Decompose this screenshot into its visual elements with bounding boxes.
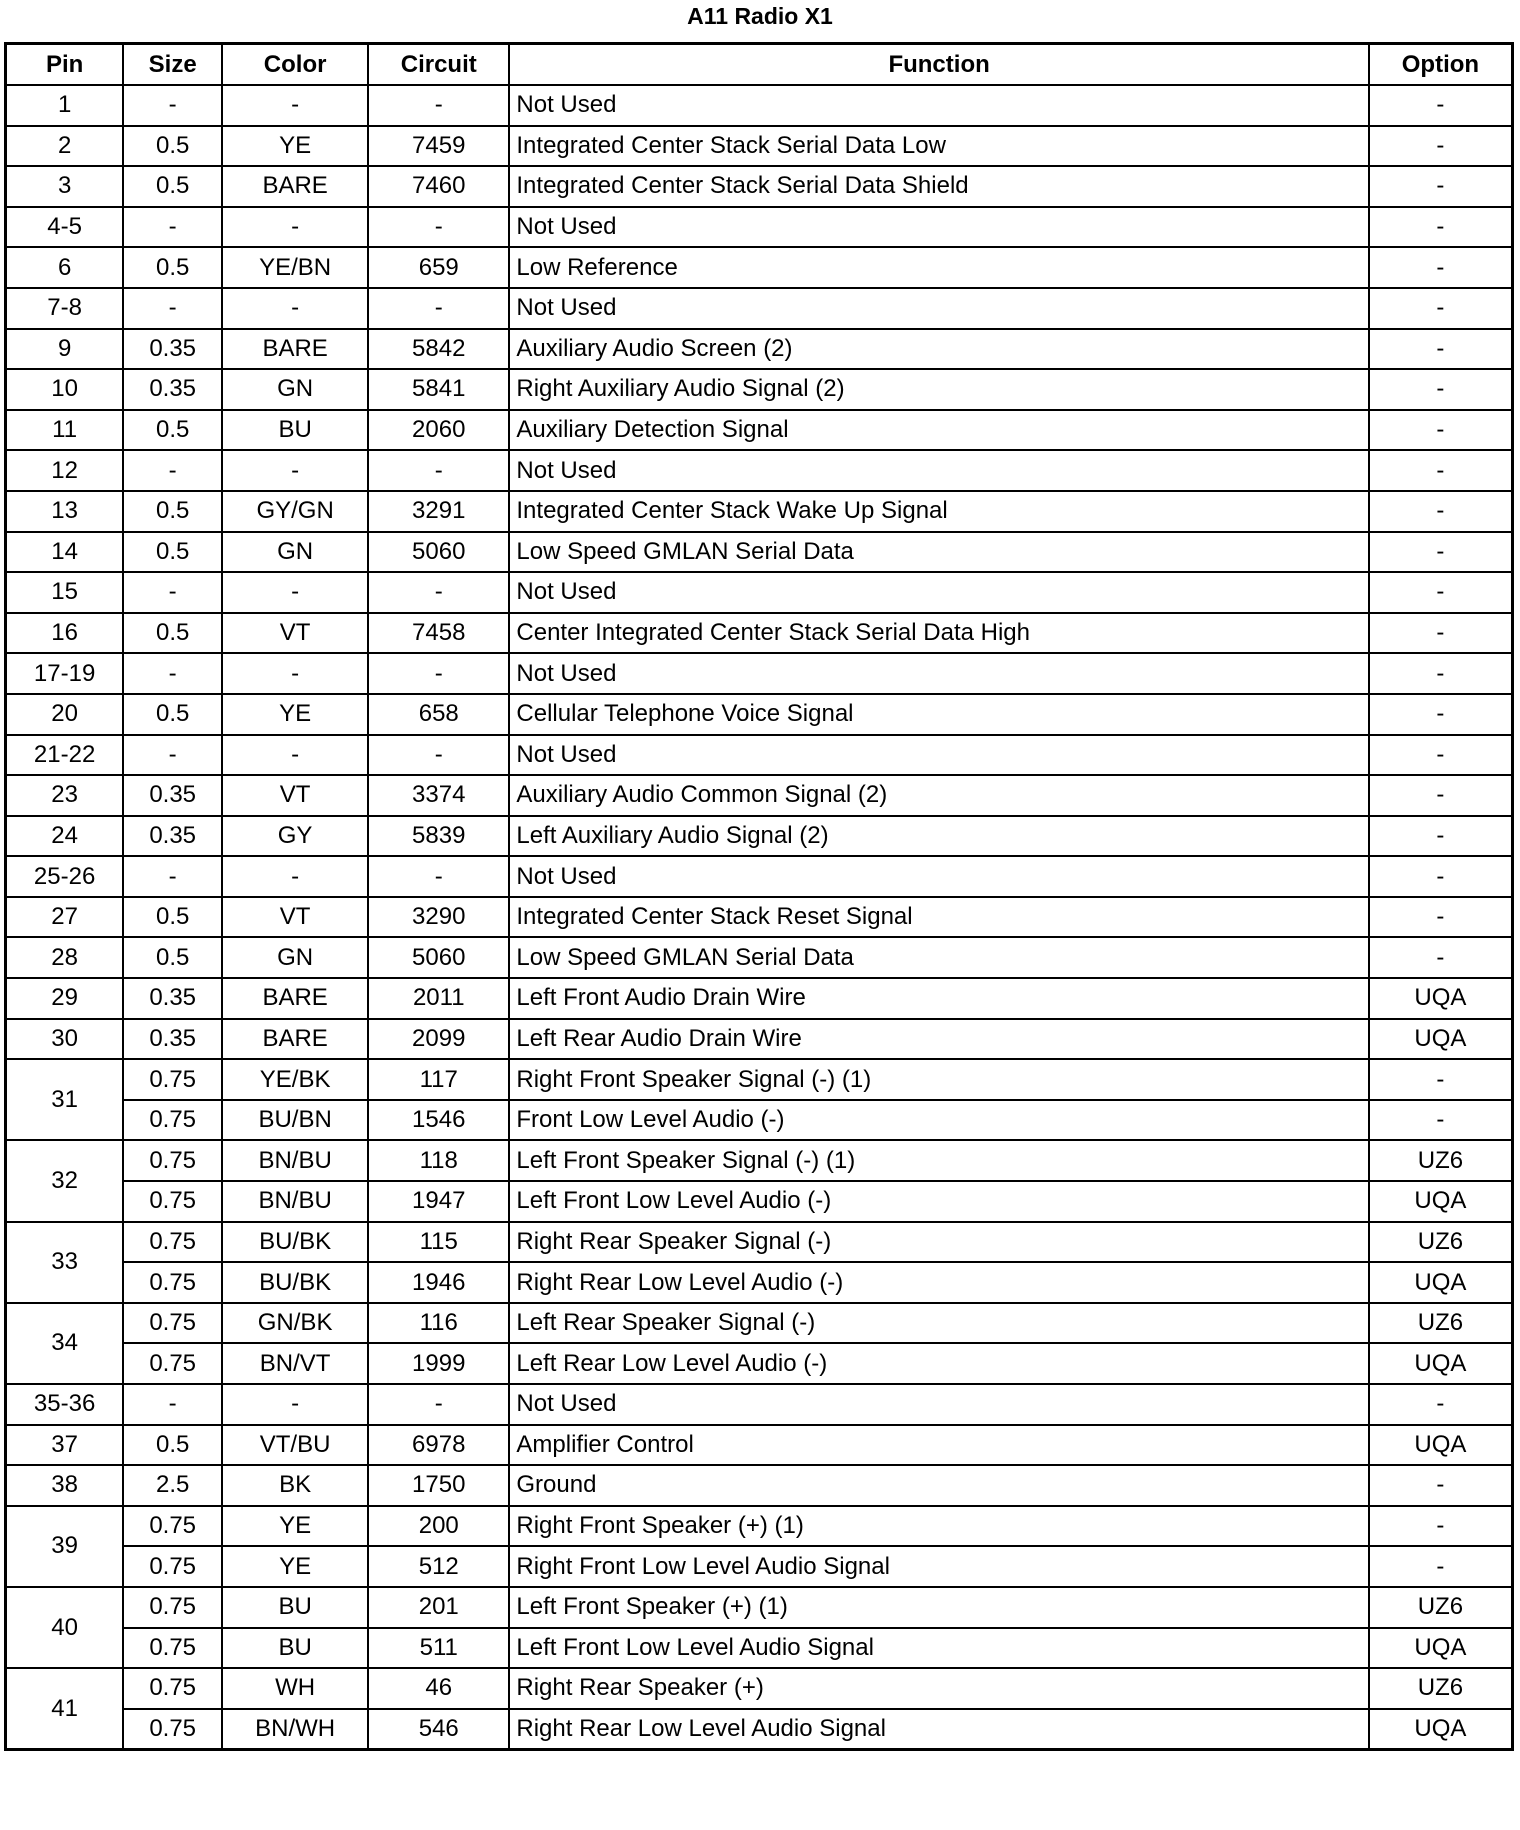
table-row (6, 978, 1513, 1019)
header-function: Function (509, 44, 1368, 86)
cell-circuit: 512 (368, 1546, 509, 1587)
cell-option: - (1369, 126, 1513, 167)
table-row (6, 85, 1513, 126)
cell-pin: 21-22 (6, 735, 124, 776)
cell-size: 0.5 (123, 1425, 222, 1466)
cell-size: 0.75 (123, 1100, 222, 1141)
header-row (6, 44, 1513, 86)
cell-pin: 15 (6, 572, 124, 613)
cell-size: 0.5 (123, 126, 222, 167)
table-row (6, 410, 1513, 451)
cell-color: VT/BU (222, 1425, 368, 1466)
table-row (6, 1019, 1513, 1060)
cell-circuit: 117 (368, 1059, 509, 1100)
cell-size: - (123, 85, 222, 126)
cell-function: Not Used (509, 207, 1368, 248)
cell-function: Right Rear Speaker (+) (509, 1668, 1368, 1709)
cell-circuit: 546 (368, 1709, 509, 1750)
cell-color: GN (222, 937, 368, 978)
table-row (6, 1465, 1513, 1506)
cell-function: Left Front Speaker Signal (-) (1) (509, 1140, 1368, 1181)
cell-circuit: 511 (368, 1628, 509, 1669)
table-row (6, 532, 1513, 573)
cell-circuit: 1546 (368, 1100, 509, 1141)
cell-pin: 41 (6, 1668, 124, 1750)
cell-color: YE/BK (222, 1059, 368, 1100)
cell-color: BARE (222, 166, 368, 207)
cell-circuit: 1947 (368, 1181, 509, 1222)
cell-function: Not Used (509, 856, 1368, 897)
cell-color: BK (222, 1465, 368, 1506)
cell-function: Front Low Level Audio (-) (509, 1100, 1368, 1141)
cell-color: VT (222, 775, 368, 816)
cell-function: Integrated Center Stack Serial Data Low (509, 126, 1368, 167)
table-row (6, 937, 1513, 978)
table-row (6, 613, 1513, 654)
cell-circuit: 3291 (368, 491, 509, 532)
cell-function: Right Front Low Level Audio Signal (509, 1546, 1368, 1587)
cell-option: - (1369, 735, 1513, 776)
table-row (6, 329, 1513, 370)
cell-size: - (123, 207, 222, 248)
header-size: Size (123, 44, 222, 86)
cell-pin: 23 (6, 775, 124, 816)
cell-function: Not Used (509, 653, 1368, 694)
cell-pin: 1 (6, 85, 124, 126)
cell-pin: 38 (6, 1465, 124, 1506)
cell-pin: 31 (6, 1059, 124, 1140)
cell-circuit: 115 (368, 1222, 509, 1263)
cell-circuit: 7459 (368, 126, 509, 167)
pinout-table-body (6, 85, 1513, 1750)
table-row (6, 1303, 1513, 1344)
cell-option: - (1369, 653, 1513, 694)
cell-function: Not Used (509, 1384, 1368, 1425)
cell-size: 0.75 (123, 1628, 222, 1669)
cell-size: 0.75 (123, 1262, 222, 1303)
cell-circuit: - (368, 288, 509, 329)
cell-color: - (222, 288, 368, 329)
cell-color: BARE (222, 1019, 368, 1060)
cell-option: UQA (1369, 1628, 1513, 1669)
cell-function: Not Used (509, 450, 1368, 491)
cell-color: - (222, 450, 368, 491)
table-row (6, 247, 1513, 288)
cell-color: - (222, 572, 368, 613)
cell-circuit: 658 (368, 694, 509, 735)
cell-circuit: - (368, 207, 509, 248)
cell-function: Not Used (509, 85, 1368, 126)
table-title: A11 Radio X1 (687, 3, 833, 29)
cell-pin: 6 (6, 247, 124, 288)
cell-pin: 14 (6, 532, 124, 573)
cell-function: Integrated Center Stack Serial Data Shield (509, 166, 1368, 207)
cell-option: - (1369, 816, 1513, 857)
cell-size: 0.75 (123, 1668, 222, 1709)
cell-color: - (222, 85, 368, 126)
cell-color: BU/BK (222, 1262, 368, 1303)
cell-function: Left Front Low Level Audio (-) (509, 1181, 1368, 1222)
cell-color: YE (222, 1546, 368, 1587)
cell-size: 0.75 (123, 1506, 222, 1547)
cell-function: Cellular Telephone Voice Signal (509, 694, 1368, 735)
cell-option: - (1369, 85, 1513, 126)
cell-function: Left Front Low Level Audio Signal (509, 1628, 1368, 1669)
table-row (6, 1222, 1513, 1263)
cell-pin: 2 (6, 126, 124, 167)
cell-option: - (1369, 247, 1513, 288)
cell-pin: 9 (6, 329, 124, 370)
cell-option: - (1369, 532, 1513, 573)
cell-option: UQA (1369, 1425, 1513, 1466)
cell-size: 0.75 (123, 1181, 222, 1222)
cell-function: Integrated Center Stack Reset Signal (509, 897, 1368, 938)
cell-circuit: 1999 (368, 1343, 509, 1384)
cell-option: - (1369, 288, 1513, 329)
table-row (6, 1384, 1513, 1425)
cell-color: GY/GN (222, 491, 368, 532)
cell-pin: 27 (6, 897, 124, 938)
cell-circuit: 5841 (368, 369, 509, 410)
cell-color: BN/VT (222, 1343, 368, 1384)
cell-color: VT (222, 897, 368, 938)
cell-circuit: - (368, 653, 509, 694)
cell-function: Integrated Center Stack Wake Up Signal (509, 491, 1368, 532)
table-row (6, 572, 1513, 613)
cell-size: 0.5 (123, 491, 222, 532)
cell-function: Left Front Audio Drain Wire (509, 978, 1368, 1019)
cell-size: - (123, 653, 222, 694)
cell-function: Left Rear Audio Drain Wire (509, 1019, 1368, 1060)
cell-size: 0.5 (123, 613, 222, 654)
cell-function: Low Reference (509, 247, 1368, 288)
cell-option: - (1369, 775, 1513, 816)
cell-option: UQA (1369, 1019, 1513, 1060)
cell-function: Right Rear Low Level Audio Signal (509, 1709, 1368, 1750)
table-row (6, 126, 1513, 167)
cell-color: BN/BU (222, 1140, 368, 1181)
cell-pin: 37 (6, 1425, 124, 1466)
cell-pin: 28 (6, 937, 124, 978)
header-pin: Pin (6, 44, 124, 86)
cell-function: Ground (509, 1465, 1368, 1506)
cell-color: YE (222, 126, 368, 167)
cell-pin: 24 (6, 816, 124, 857)
cell-circuit: 118 (368, 1140, 509, 1181)
table-row (6, 166, 1513, 207)
cell-pin: 25-26 (6, 856, 124, 897)
cell-option: - (1369, 1465, 1513, 1506)
cell-size: 0.35 (123, 816, 222, 857)
cell-circuit: - (368, 1384, 509, 1425)
cell-size: 0.75 (123, 1140, 222, 1181)
cell-option: UQA (1369, 1181, 1513, 1222)
cell-size: 0.5 (123, 410, 222, 451)
cell-option: - (1369, 410, 1513, 451)
cell-circuit: 5842 (368, 329, 509, 370)
cell-option: UZ6 (1369, 1587, 1513, 1628)
cell-pin: 17-19 (6, 653, 124, 694)
cell-option: - (1369, 329, 1513, 370)
cell-size: - (123, 450, 222, 491)
cell-option: UQA (1369, 1262, 1513, 1303)
cell-circuit: 2099 (368, 1019, 509, 1060)
cell-function: Low Speed GMLAN Serial Data (509, 532, 1368, 573)
table-row (6, 1059, 1513, 1100)
cell-pin: 16 (6, 613, 124, 654)
cell-color: BU (222, 410, 368, 451)
cell-function: Center Integrated Center Stack Serial Data High (509, 613, 1368, 654)
cell-circuit: 200 (368, 1506, 509, 1547)
cell-size: 0.35 (123, 1019, 222, 1060)
table-row (6, 1100, 1513, 1141)
cell-function: Right Rear Low Level Audio (-) (509, 1262, 1368, 1303)
cell-pin: 30 (6, 1019, 124, 1060)
table-row (6, 735, 1513, 776)
cell-circuit: 7460 (368, 166, 509, 207)
cell-color: VT (222, 613, 368, 654)
cell-color: - (222, 1384, 368, 1425)
table-row (6, 897, 1513, 938)
cell-color: YE (222, 694, 368, 735)
cell-size: 0.5 (123, 166, 222, 207)
cell-option: - (1369, 572, 1513, 613)
table-row (6, 1262, 1513, 1303)
cell-circuit: 659 (368, 247, 509, 288)
header-option: Option (1369, 44, 1513, 86)
table-row (6, 207, 1513, 248)
cell-size: 0.75 (123, 1059, 222, 1100)
cell-circuit: - (368, 450, 509, 491)
cell-size: 0.75 (123, 1587, 222, 1628)
cell-size: 0.35 (123, 978, 222, 1019)
cell-size: 0.5 (123, 532, 222, 573)
cell-pin: 4-5 (6, 207, 124, 248)
cell-option: - (1369, 1059, 1513, 1100)
cell-circuit: - (368, 856, 509, 897)
table-row (6, 1506, 1513, 1547)
cell-size: 0.75 (123, 1709, 222, 1750)
table-row (6, 1140, 1513, 1181)
pinout-table (4, 42, 1514, 1751)
cell-pin: 10 (6, 369, 124, 410)
table-row (6, 491, 1513, 532)
cell-circuit: - (368, 572, 509, 613)
cell-function: Not Used (509, 735, 1368, 776)
cell-option: - (1369, 856, 1513, 897)
cell-size: - (123, 856, 222, 897)
cell-color: BU (222, 1628, 368, 1669)
cell-circuit: - (368, 85, 509, 126)
header-color: Color (222, 44, 368, 86)
table-row (6, 1546, 1513, 1587)
cell-color: GN (222, 369, 368, 410)
table-row (6, 1587, 1513, 1628)
cell-pin: 40 (6, 1587, 124, 1668)
cell-option: - (1369, 694, 1513, 735)
cell-size: - (123, 1384, 222, 1425)
cell-pin: 20 (6, 694, 124, 735)
cell-size: - (123, 572, 222, 613)
cell-color: BU/BK (222, 1222, 368, 1263)
table-row (6, 856, 1513, 897)
cell-option: UQA (1369, 978, 1513, 1019)
cell-color: BU (222, 1587, 368, 1628)
cell-size: 0.35 (123, 329, 222, 370)
cell-size: 0.35 (123, 369, 222, 410)
cell-option: - (1369, 897, 1513, 938)
cell-size: 0.75 (123, 1343, 222, 1384)
cell-function: Auxiliary Audio Common Signal (2) (509, 775, 1368, 816)
cell-function: Low Speed GMLAN Serial Data (509, 937, 1368, 978)
cell-option: - (1369, 1100, 1513, 1141)
cell-color: BN/WH (222, 1709, 368, 1750)
cell-color: - (222, 856, 368, 897)
cell-function: Left Rear Speaker Signal (-) (509, 1303, 1368, 1344)
table-row (6, 653, 1513, 694)
cell-size: 0.5 (123, 247, 222, 288)
cell-size: 0.5 (123, 937, 222, 978)
cell-size: - (123, 288, 222, 329)
table-row (6, 694, 1513, 735)
cell-option: UZ6 (1369, 1303, 1513, 1344)
header-circuit: Circuit (368, 44, 509, 86)
table-row (6, 1425, 1513, 1466)
table-row (6, 816, 1513, 857)
cell-circuit: 2011 (368, 978, 509, 1019)
table-row (6, 369, 1513, 410)
cell-function: Left Rear Low Level Audio (-) (509, 1343, 1368, 1384)
cell-color: - (222, 207, 368, 248)
cell-option: - (1369, 1384, 1513, 1425)
cell-option: UZ6 (1369, 1222, 1513, 1263)
cell-option: - (1369, 491, 1513, 532)
cell-pin: 33 (6, 1222, 124, 1303)
cell-color: YE (222, 1506, 368, 1547)
cell-color: BARE (222, 329, 368, 370)
cell-pin: 32 (6, 1140, 124, 1221)
cell-size: 0.75 (123, 1546, 222, 1587)
cell-pin: 7-8 (6, 288, 124, 329)
cell-color: GY (222, 816, 368, 857)
cell-function: Left Front Speaker (+) (1) (509, 1587, 1368, 1628)
table-row (6, 1709, 1513, 1750)
cell-option: - (1369, 166, 1513, 207)
cell-circuit: 1750 (368, 1465, 509, 1506)
cell-pin: 3 (6, 166, 124, 207)
cell-function: Left Auxiliary Audio Signal (2) (509, 816, 1368, 857)
cell-circuit: 1946 (368, 1262, 509, 1303)
cell-option: UZ6 (1369, 1668, 1513, 1709)
cell-color: BN/BU (222, 1181, 368, 1222)
cell-circuit: 201 (368, 1587, 509, 1628)
cell-pin: 11 (6, 410, 124, 451)
cell-circuit: 116 (368, 1303, 509, 1344)
cell-circuit: 3374 (368, 775, 509, 816)
table-row (6, 1343, 1513, 1384)
cell-circuit: 5839 (368, 816, 509, 857)
table-row (6, 288, 1513, 329)
cell-option: - (1369, 207, 1513, 248)
cell-function: Auxiliary Detection Signal (509, 410, 1368, 451)
cell-function: Amplifier Control (509, 1425, 1368, 1466)
cell-pin: 13 (6, 491, 124, 532)
cell-option: - (1369, 369, 1513, 410)
cell-color: - (222, 735, 368, 776)
cell-color: BARE (222, 978, 368, 1019)
cell-option: - (1369, 1506, 1513, 1547)
cell-pin: 39 (6, 1506, 124, 1587)
cell-option: - (1369, 937, 1513, 978)
cell-function: Right Front Speaker Signal (-) (1) (509, 1059, 1368, 1100)
cell-function: Right Auxiliary Audio Signal (2) (509, 369, 1368, 410)
cell-circuit: - (368, 735, 509, 776)
cell-circuit: 5060 (368, 532, 509, 573)
cell-size: 0.75 (123, 1303, 222, 1344)
cell-function: Right Rear Speaker Signal (-) (509, 1222, 1368, 1263)
cell-color: BU/BN (222, 1100, 368, 1141)
cell-color: WH (222, 1668, 368, 1709)
cell-circuit: 46 (368, 1668, 509, 1709)
cell-color: GN (222, 532, 368, 573)
cell-circuit: 2060 (368, 410, 509, 451)
cell-circuit: 7458 (368, 613, 509, 654)
cell-size: 0.75 (123, 1222, 222, 1263)
cell-color: GN/BK (222, 1303, 368, 1344)
cell-option: - (1369, 613, 1513, 654)
table-row (6, 775, 1513, 816)
cell-pin: 12 (6, 450, 124, 491)
cell-option: - (1369, 1546, 1513, 1587)
cell-size: 0.5 (123, 897, 222, 938)
cell-option: UQA (1369, 1709, 1513, 1750)
cell-size: - (123, 735, 222, 776)
cell-pin: 35-36 (6, 1384, 124, 1425)
cell-circuit: 6978 (368, 1425, 509, 1466)
cell-pin: 34 (6, 1303, 124, 1384)
table-row (6, 1668, 1513, 1709)
cell-circuit: 5060 (368, 937, 509, 978)
cell-size: 0.35 (123, 775, 222, 816)
table-row (6, 1181, 1513, 1222)
table-row (6, 1628, 1513, 1669)
cell-function: Auxiliary Audio Screen (2) (509, 329, 1368, 370)
cell-color: YE/BN (222, 247, 368, 288)
table-row (6, 450, 1513, 491)
cell-function: Right Front Speaker (+) (1) (509, 1506, 1368, 1547)
cell-function: Not Used (509, 288, 1368, 329)
cell-circuit: 3290 (368, 897, 509, 938)
cell-size: 2.5 (123, 1465, 222, 1506)
cell-function: Not Used (509, 572, 1368, 613)
cell-pin: 29 (6, 978, 124, 1019)
cell-option: UQA (1369, 1343, 1513, 1384)
cell-option: UZ6 (1369, 1140, 1513, 1181)
cell-size: 0.5 (123, 694, 222, 735)
cell-color: - (222, 653, 368, 694)
cell-option: - (1369, 450, 1513, 491)
